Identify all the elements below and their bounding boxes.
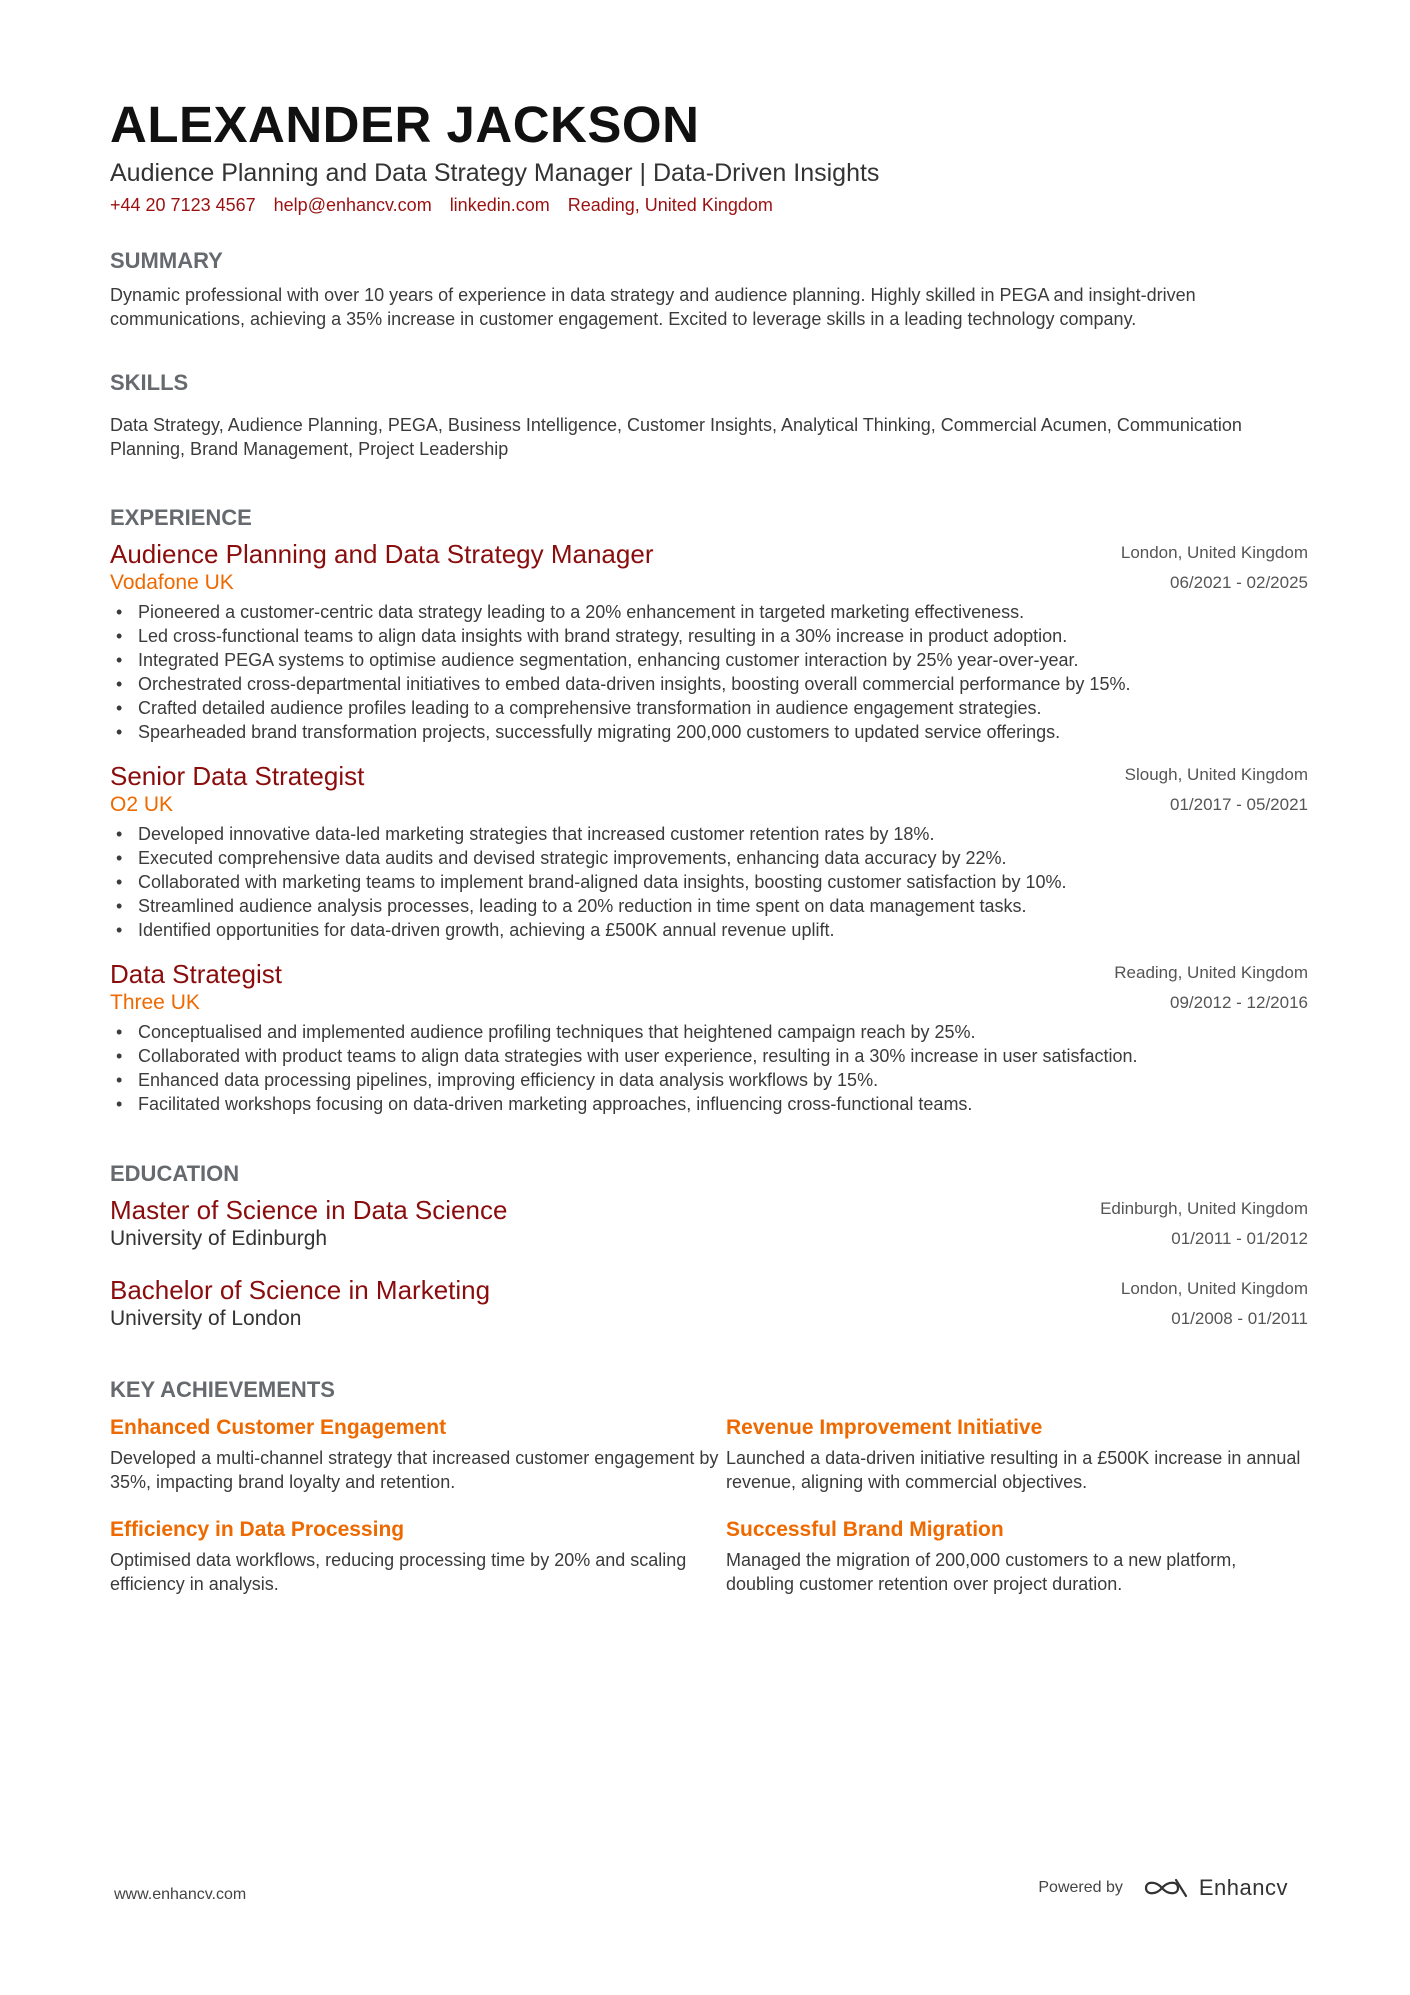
achievement-title: Efficiency in Data Processing: [110, 1518, 405, 1541]
school-dates: 01/2008 - 01/2011: [1171, 1309, 1308, 1328]
school-name: University of London: [110, 1307, 302, 1330]
achievement-item: [110, 1414, 726, 1494]
skills-text: Data Strategy, Audience Planning, PEGA, Business Intelligence, Customer Insights, Analytical Thinking, Commercial Acumen, Communication Planning, Brand Management, Project Leadership: [110, 415, 1242, 459]
job-bullet: • Executed comprehensive data audits and devised strategic improvements, enhancing data accuracy by 22%.: [110, 846, 1308, 870]
education-entry-left: [110, 1274, 490, 1332]
summary-text: Dynamic professional with over 10 years of experience in data strategy and audience planning. Highly skilled in PEGA and insight-driven communications, achieving a 35% increase in customer engagement. Excited to leverage skills in a leading technology company.: [110, 285, 1196, 329]
contact-phone[interactable]: +44 20 7123 4567: [110, 195, 256, 215]
job-location: Reading, United Kingdom: [1114, 963, 1308, 982]
degree-title: Master of Science in Data Science: [110, 1195, 508, 1225]
summary-heading: SUMMARY: [110, 248, 223, 273]
education-entry-meta: [1100, 1194, 1308, 1250]
job-role: Senior Data Strategist: [110, 761, 365, 791]
job-bullet: • Developed innovative data-led marketing strategies that increased customer retention rates by 18%.: [110, 822, 1308, 846]
candidate-name: ALEXANDER JACKSON: [110, 96, 700, 153]
summary-section: [110, 247, 1308, 331]
degree-title: Bachelor of Science in Marketing: [110, 1275, 491, 1305]
achievements-section: [110, 1376, 1308, 1596]
achievement-text: Developed a multi-channel strategy that increased customer engagement by 35%, impacting brand loyalty and retention.: [110, 1448, 719, 1492]
education-entry-head: [110, 1274, 1308, 1332]
job-bullet: • Facilitated workshops focusing on data-driven marketing approaches, influencing cross-functional teams.: [110, 1092, 1308, 1116]
skills-section: [110, 369, 1308, 461]
job-company: Vodafone UK: [110, 571, 234, 594]
education-entry-head: [110, 1194, 1308, 1252]
job-bullet: • Spearheaded brand transformation projects, successfully migrating 200,000 customers to updated service offerings.: [110, 720, 1308, 744]
enhancv-logo-text: Enhancv: [1198, 1875, 1288, 1900]
education-heading: EDUCATION: [110, 1161, 240, 1186]
experience-entry-left: [110, 760, 364, 818]
achievements-heading: KEY ACHIEVEMENTS: [110, 1377, 335, 1402]
achievement-item: [726, 1516, 1308, 1596]
job-bullet: • Pioneered a customer-centric data strategy leading to a 20% enhancement in targeted marketing effectiveness.: [110, 600, 1308, 624]
contact-line: [110, 193, 1308, 217]
job-bullet: • Crafted detailed audience profiles leading to a comprehensive transformation in audience engagement strategies.: [110, 696, 1308, 720]
experience-entry-head: [110, 760, 1308, 818]
achievement-text: Optimised data workflows, reducing processing time by 20% and scaling efficiency in analysis.: [110, 1550, 687, 1594]
experience-entry: [110, 760, 1308, 942]
experience-entry-meta: [1125, 760, 1308, 816]
contact-linkedin[interactable]: linkedin.com: [449, 195, 550, 215]
job-company: O2 UK: [110, 793, 174, 816]
job-dates: 01/2017 - 05/2021: [1169, 795, 1308, 814]
job-bullet: • Collaborated with marketing teams to implement brand-aligned data insights, boosting customer satisfaction by 10%.: [110, 870, 1308, 894]
achievement-title: Successful Brand Migration: [726, 1518, 1004, 1541]
experience-entry-left: [110, 958, 282, 1016]
job-bullet: • Streamlined audience analysis processes, leading to a 20% reduction in time spent on data management tasks.: [110, 894, 1308, 918]
job-bullets: [110, 1020, 1308, 1116]
school-location: Edinburgh, United Kingdom: [1100, 1199, 1308, 1218]
experience-list: [110, 538, 1308, 1116]
achievement-title: Enhanced Customer Engagement: [110, 1416, 447, 1439]
education-entry-meta: [1121, 1274, 1308, 1330]
experience-entry-left: [110, 538, 653, 596]
achievements-grid: [110, 1414, 1308, 1596]
achievement-item: [726, 1414, 1308, 1494]
achievement-text: Managed the migration of 200,000 customers to a new platform, doubling customer retention over project duration.: [726, 1550, 1237, 1594]
job-role: Data Strategist: [110, 959, 282, 989]
enhancv-logo-icon: [1143, 1876, 1189, 1900]
job-bullet: • Collaborated with product teams to align data strategies with user experience, resulting in a 30% increase in user satisfaction.: [110, 1044, 1308, 1068]
footer-website[interactable]: www.enhancv.com: [114, 1886, 247, 1903]
job-dates: 06/2021 - 02/2025: [1169, 573, 1308, 592]
enhancv-logo[interactable]: [1143, 1875, 1288, 1901]
education-entry: [110, 1194, 1308, 1252]
skills-heading: SKILLS: [110, 370, 189, 395]
job-bullet: • Integrated PEGA systems to optimise audience segmentation, enhancing customer interaction by 25% year-over-year.: [110, 648, 1308, 672]
school-dates: 01/2011 - 01/2012: [1171, 1229, 1308, 1248]
experience-entry-head: [110, 958, 1308, 1016]
education-section: [110, 1160, 1308, 1332]
job-role: Audience Planning and Data Strategy Manager: [110, 539, 654, 569]
candidate-title: Audience Planning and Data Strategy Manager | Data-Driven Insights: [110, 159, 880, 187]
experience-section: [110, 504, 1308, 1116]
resume-header: [110, 95, 1308, 217]
education-list: [110, 1194, 1308, 1332]
job-bullet: • Orchestrated cross-departmental initiatives to embed data-driven insights, boosting overall commercial performance by 15%.: [110, 672, 1308, 696]
job-bullet: • Identified opportunities for data-driven growth, achieving a £500K annual revenue uplift.: [110, 918, 1308, 942]
job-bullet: • Conceptualised and implemented audience profiling techniques that heightened campaign reach by 25%.: [110, 1020, 1308, 1044]
experience-entry-meta: [1121, 538, 1308, 594]
job-dates: 09/2012 - 12/2016: [1169, 993, 1308, 1012]
powered-by-label: Powered by: [1038, 1879, 1123, 1896]
achievement-text: Launched a data-driven initiative resulting in a £500K increase in annual revenue, aligning with commercial objectives.: [726, 1448, 1301, 1492]
job-bullet: • Led cross-functional teams to align data insights with brand strategy, resulting in a 30% increase in product adoption.: [110, 624, 1308, 648]
job-location: Slough, United Kingdom: [1124, 765, 1308, 784]
job-location: London, United Kingdom: [1120, 543, 1308, 562]
footer-branding: [1038, 1875, 1288, 1901]
education-entry-left: [110, 1194, 507, 1252]
experience-entry-head: [110, 538, 1308, 596]
job-bullets: [110, 822, 1308, 942]
achievement-item: [110, 1516, 726, 1596]
achievement-title: Revenue Improvement Initiative: [726, 1416, 1043, 1439]
experience-heading: EXPERIENCE: [110, 505, 252, 530]
education-entry: [110, 1274, 1308, 1332]
contact-email[interactable]: help@enhancv.com: [273, 195, 432, 215]
school-name: University of Edinburgh: [110, 1227, 328, 1250]
job-company: Three UK: [110, 991, 200, 1014]
experience-entry: [110, 958, 1308, 1116]
job-bullet: • Enhanced data processing pipelines, improving efficiency in data analysis workflows by 15%.: [110, 1068, 1308, 1092]
school-location: London, United Kingdom: [1120, 1279, 1308, 1298]
resume-content: [110, 95, 1308, 1596]
job-bullets: [110, 600, 1308, 744]
experience-entry: [110, 538, 1308, 744]
contact-location: Reading, United Kingdom: [567, 195, 773, 215]
experience-entry-meta: [1114, 958, 1308, 1014]
